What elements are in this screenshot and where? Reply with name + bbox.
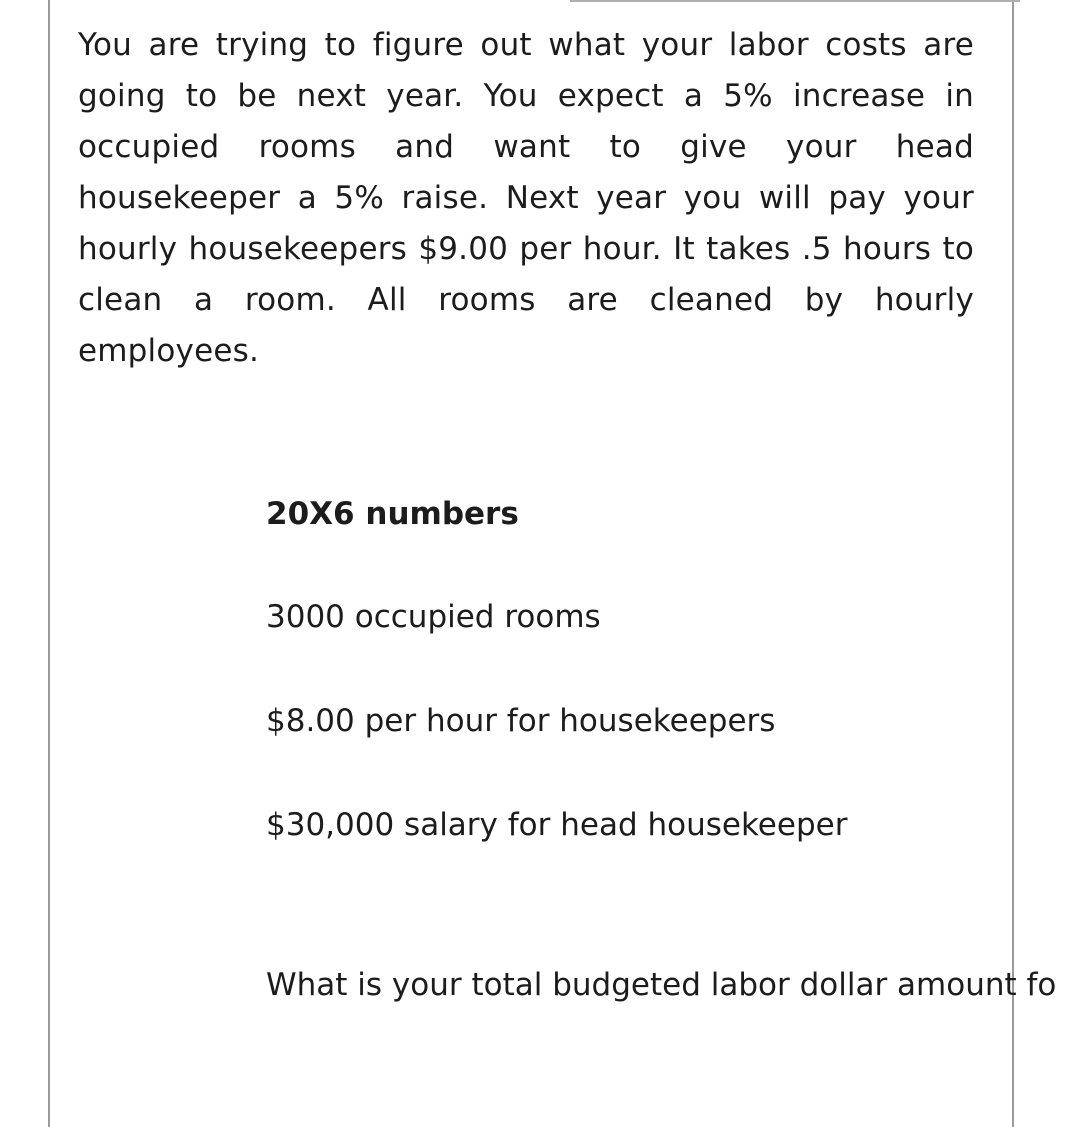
question-line: What is your total budgeted labor dollar amount fo	[266, 967, 1057, 1003]
page-border-right	[1012, 0, 1014, 1127]
page-border-top	[570, 0, 1020, 2]
head-salary-line: $30,000 salary for head housekeeper	[266, 807, 848, 843]
numbers-heading: 20X6 numbers	[266, 496, 519, 532]
page-border-left	[48, 0, 50, 1127]
problem-intro-paragraph: You are trying to figure out what your labor costs are going to be next year. You expect a 5% increase in occupied rooms and want to give your head housekeeper a 5% raise. Next year you will pay your hourly housekeepers $9.00 per hour. It takes .5 hours to clean a room. All rooms are cleaned by hourly employees.	[78, 27, 974, 369]
occupied-rooms-line: 3000 occupied rooms	[266, 599, 601, 635]
hourly-rate-line: $8.00 per hour for housekeepers	[266, 703, 776, 739]
